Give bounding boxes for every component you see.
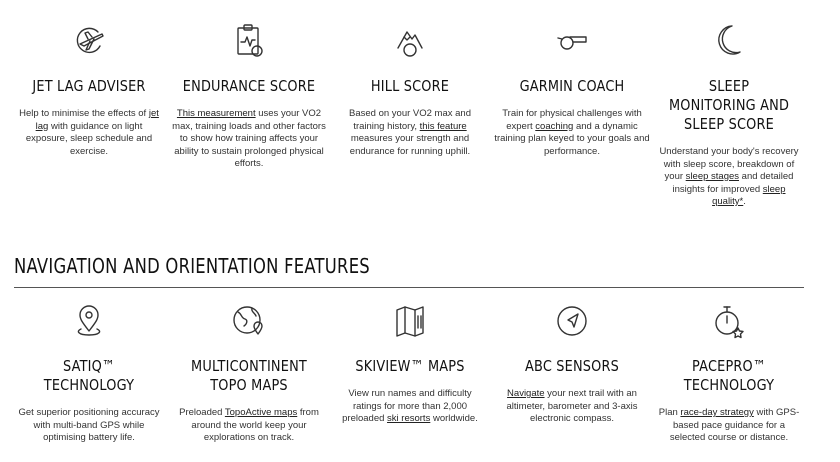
feature-title: ABC SENSORS	[525, 357, 619, 375]
feature-description	[656, 146, 802, 209]
moon-icon	[712, 22, 746, 60]
description-text: Understand your body's recovery with sleep score, breakdown of your	[659, 146, 799, 182]
feature-title: SKIVIEW™ MAPS	[355, 357, 465, 375]
description-link[interactable]: coaching	[535, 120, 574, 132]
whistle-icon	[555, 22, 589, 60]
description-link[interactable]: sleep stages	[685, 171, 740, 182]
compass-icon	[555, 302, 589, 340]
feature-description	[656, 407, 802, 445]
description-text: and detailed insights for improved	[672, 171, 794, 195]
clipboard-badge-icon	[232, 22, 266, 60]
feature-title: JET LAG ADVISER	[32, 77, 146, 95]
globe-pin-icon	[232, 302, 266, 340]
description-text: your next trail with an altimeter, barometer and 3-axis electronic compass.	[506, 388, 638, 424]
section-title: NAVIGATION AND ORIENTATION FEATURES	[14, 254, 370, 278]
stopwatch-star-icon	[712, 302, 746, 340]
feature-abc-sensors	[494, 302, 650, 426]
description-link[interactable]: Navigate	[507, 388, 545, 399]
feature-title: MULTICONTINENT TOPO MAPS	[191, 357, 307, 394]
feature-description	[334, 108, 486, 158]
feature-title: SATIQ™ TECHNOLOGY	[43, 357, 135, 394]
feature-satiq-technology	[14, 302, 164, 445]
description-link[interactable]: TopoActive maps	[224, 407, 298, 418]
description-text: Plan	[658, 407, 681, 418]
feature-sleep-monitoring	[656, 22, 802, 209]
description-text: from around the world keep your explorations on track.	[191, 407, 319, 443]
feature-description	[14, 407, 164, 445]
feature-description	[494, 108, 650, 158]
description-link[interactable]: jet lag	[35, 108, 159, 132]
description-text: View run names and difficulty ratings for more than 2,000 preloaded	[342, 388, 472, 424]
mountain-badge-icon	[393, 22, 427, 60]
description-text: .	[743, 196, 746, 207]
description-text: Get superior positioning accuracy with multi-band GPS while optimising battery life.	[18, 407, 160, 443]
feature-multicontinent-topo-maps	[172, 302, 326, 445]
description-text: Help to minimise the effects of	[19, 108, 149, 119]
feature-description	[494, 388, 650, 426]
feature-title: HILL SCORE	[370, 77, 450, 95]
feature-jet-lag-adviser	[14, 22, 164, 158]
feature-title: PACEPRO™ TECHNOLOGY	[683, 357, 775, 394]
airplane-globe-icon	[72, 22, 106, 60]
description-link[interactable]: sleep quality*	[712, 183, 786, 207]
description-text: Preloaded	[179, 407, 225, 418]
feature-skiview-maps	[334, 302, 486, 426]
ski-map-icon	[393, 302, 427, 340]
feature-title: ENDURANCE SCORE	[182, 77, 316, 95]
description-text: with guidance on light exposure, sleep schedule and exercise.	[25, 120, 153, 157]
feature-hill-score	[334, 22, 486, 158]
description-text: worldwide.	[430, 413, 478, 424]
feature-garmin-coach	[494, 22, 650, 158]
feature-title: GARMIN COACH	[519, 77, 625, 95]
section-divider	[14, 287, 804, 288]
feature-endurance-score	[172, 22, 326, 171]
description-link[interactable]: race-day strategy	[680, 407, 754, 418]
description-text: with GPS-based pace guidance for a selected course or distance.	[669, 407, 800, 443]
description-link[interactable]: This measurement	[176, 108, 256, 119]
description-text: Train for physical challenges with expert	[502, 108, 642, 132]
description-text: uses your VO2 max, training loads and other factors to show how training affects your ability to sustain prolonged physical efforts.	[172, 108, 326, 169]
feature-description	[172, 407, 326, 445]
description-link[interactable]: ski resorts	[387, 413, 431, 424]
description-text: Based on your VO2 max and training history,	[349, 108, 471, 132]
description-text: and a dynamic training plan keyed to your goals and performance.	[494, 120, 650, 157]
description-link[interactable]: this feature	[419, 120, 467, 132]
feature-title: SLEEP MONITORING AND SLEEP SCORE	[668, 77, 790, 133]
description-text: measures your strength and endurance for running uphill.	[349, 133, 471, 157]
location-pin-icon	[72, 302, 106, 340]
feature-description	[14, 108, 164, 158]
feature-description	[172, 108, 326, 171]
feature-pacepro-technology	[656, 302, 802, 445]
feature-description	[334, 388, 486, 426]
